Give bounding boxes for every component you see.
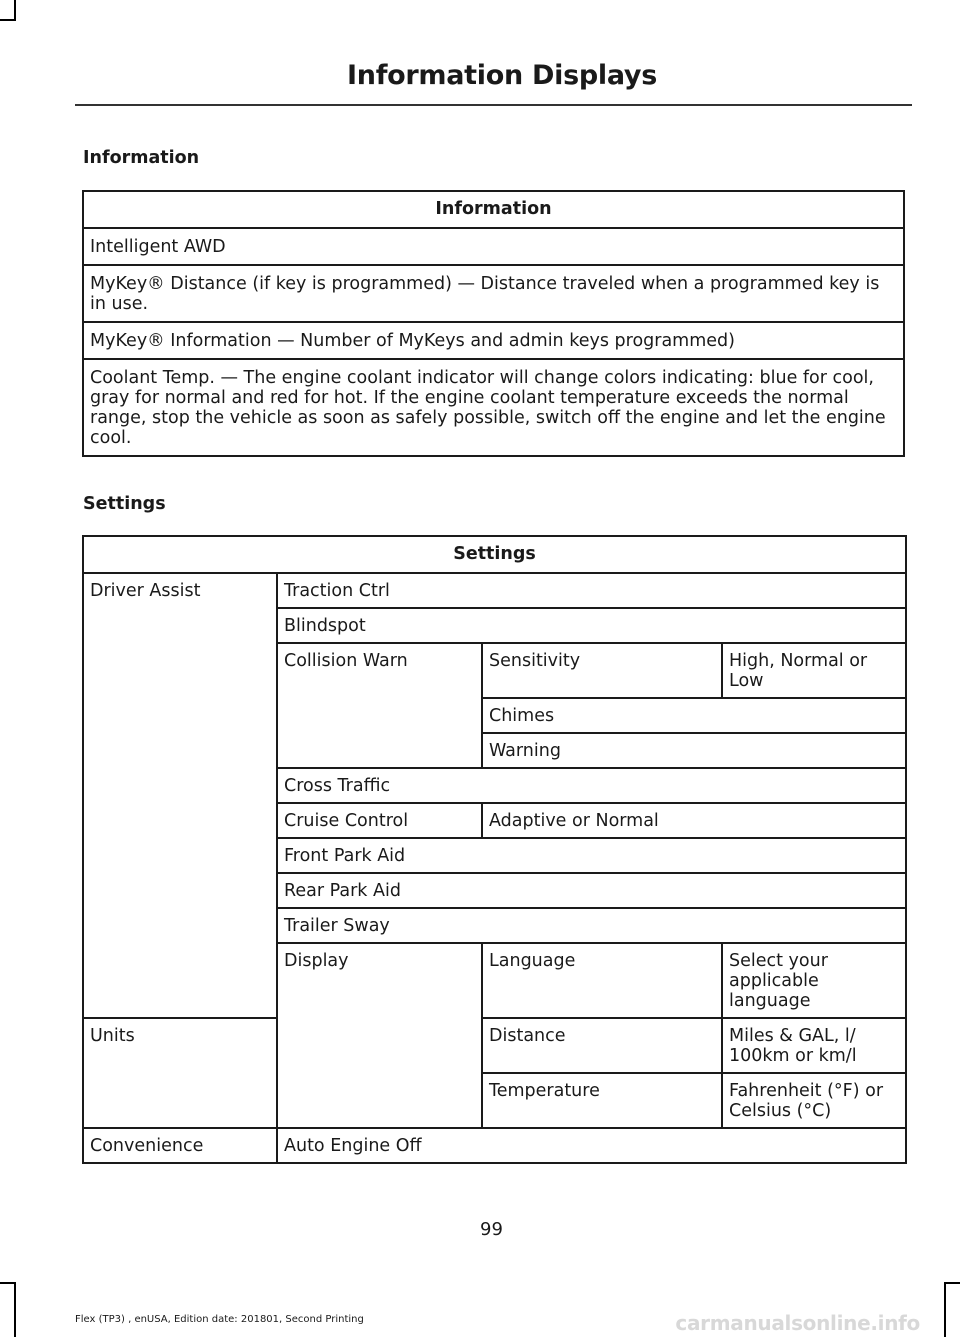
crop-mark	[14, 1282, 16, 1337]
information-table	[82, 190, 905, 457]
table-cell: Chimes	[482, 698, 906, 733]
table-cell: Language	[482, 943, 722, 1018]
crop-mark	[0, 19, 16, 21]
watermark: carmanualsonline.info	[675, 1311, 920, 1335]
crop-mark	[14, 0, 16, 20]
table-header-row	[83, 536, 906, 573]
table-row	[83, 1128, 906, 1163]
table-cell: Convenience	[83, 1128, 277, 1163]
page-number: 99	[480, 1219, 503, 1240]
table-cell: Cross Traffic	[277, 768, 906, 803]
table-row	[83, 265, 904, 322]
table-row	[83, 1018, 906, 1073]
table-cell: Intelligent AWD	[83, 228, 904, 265]
header-divider	[75, 104, 912, 106]
table-cell: Distance	[482, 1018, 722, 1073]
table-cell: Collision Warn	[277, 643, 482, 768]
table-row	[83, 573, 906, 608]
crop-mark	[944, 1282, 960, 1284]
table-cell: Units	[83, 1018, 277, 1128]
edition-footer: Flex (TP3) , enUSA, Edition date: 201801, Second Printing	[75, 1314, 364, 1325]
table-cell: MyKey® Distance (if key is programmed) — Distance traveled when a programmed key is in use.	[83, 265, 904, 322]
table-cell: Select your applicable language	[722, 943, 906, 1018]
settings-section-heading: Settings	[83, 494, 166, 514]
settings-table	[82, 535, 907, 1164]
table-cell: Adaptive or Normal	[482, 803, 906, 838]
crop-mark	[0, 1282, 16, 1284]
table-cell: High, Normal or Low	[722, 643, 906, 698]
table-cell: Blindspot	[277, 608, 906, 643]
table-cell: Temperature	[482, 1073, 722, 1128]
crop-mark	[944, 1282, 946, 1337]
table-cell: MyKey® Information — Number of MyKeys and admin keys programmed)	[83, 322, 904, 359]
table-cell: Coolant Temp. — The engine coolant indicator will change colors indicating: blue for cool, gray for normal and red for hot. If the engine coolant temperature exceeds the normal range, stop the vehicle as soon as safely possible, switch off the engine and let the engine cool.	[83, 359, 904, 456]
table-cell: Fahrenheit (°F) or Celsius (°C)	[722, 1073, 906, 1128]
table-cell: Rear Park Aid	[277, 873, 906, 908]
table-cell: Driver Assist	[83, 573, 277, 1018]
settings-table-header: Settings	[83, 536, 906, 573]
table-cell: Warning	[482, 733, 906, 768]
table-cell: Sensitivity	[482, 643, 722, 698]
table-cell: Trailer Sway	[277, 908, 906, 943]
page-title: Information Displays	[347, 60, 657, 91]
information-section-heading: Information	[83, 148, 200, 168]
table-row	[83, 322, 904, 359]
table-row	[83, 228, 904, 265]
table-cell: Display	[277, 943, 482, 1128]
table-cell: Traction Ctrl	[277, 573, 906, 608]
table-cell: Front Park Aid	[277, 838, 906, 873]
table-header-row	[83, 191, 904, 228]
table-row	[83, 359, 904, 456]
table-cell: Miles & GAL, l/ 100km or km/l	[722, 1018, 906, 1073]
information-table-header: Information	[83, 191, 904, 228]
table-cell: Auto Engine Off	[277, 1128, 906, 1163]
table-cell: Cruise Control	[277, 803, 482, 838]
